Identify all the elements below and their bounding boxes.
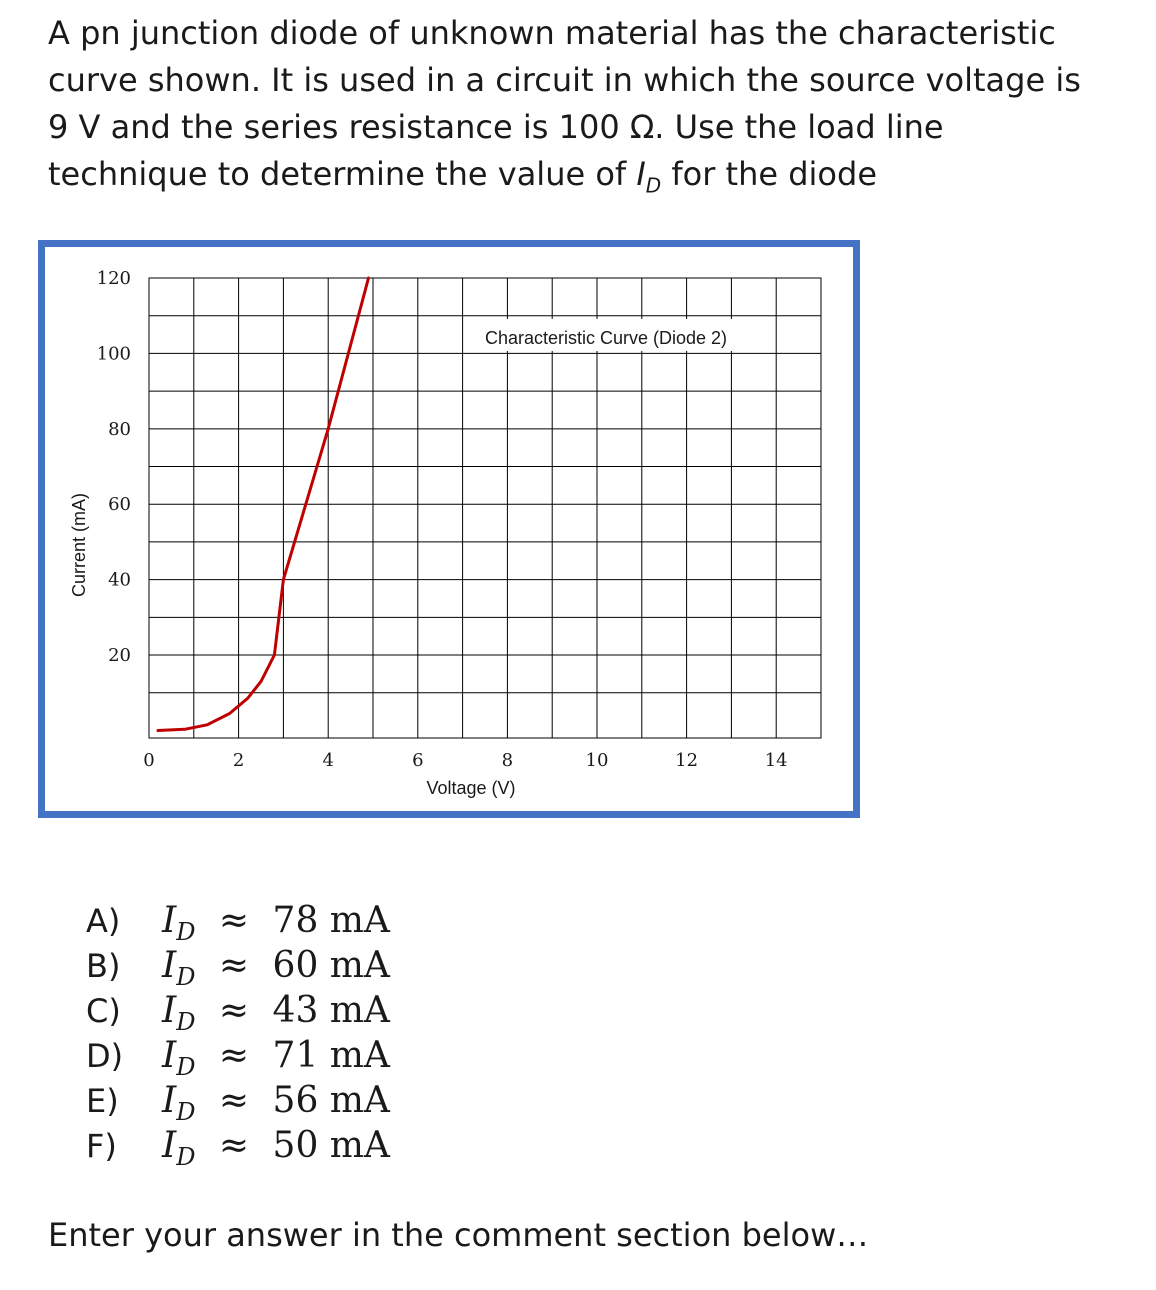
y-tick-label: 40: [108, 569, 131, 591]
option-variable: $I_D$: [162, 900, 196, 947]
option-expression: [162, 1080, 390, 1126]
option-variable: $I_D$: [162, 945, 196, 992]
option-letter: F): [86, 1127, 117, 1165]
x-tick-label: 14: [764, 750, 788, 771]
option-value: 78 mA: [272, 900, 390, 941]
y-tick-label: 60: [108, 494, 131, 516]
y-tick-label: 120: [96, 268, 131, 289]
approx-symbol: ≈: [207, 990, 261, 1031]
option-letter: A): [86, 902, 121, 940]
approx-symbol: ≈: [207, 1080, 261, 1121]
option-variable: $I_D$: [162, 1035, 196, 1082]
x-axis-label: Voltage (V): [426, 778, 516, 798]
approx-symbol: ≈: [207, 1035, 261, 1076]
chart-frame: [38, 240, 860, 818]
chart-labels: [69, 264, 790, 798]
x-tick-label: 12: [675, 750, 699, 771]
approx-symbol: ≈: [207, 900, 261, 941]
x-tick-label: 6: [412, 750, 424, 771]
option-expression: [162, 1125, 390, 1171]
option-expression: [162, 990, 390, 1036]
question-tail: for the diode: [661, 155, 877, 193]
option-value: 60 mA: [272, 945, 390, 986]
characteristic-chart: [45, 247, 853, 811]
option-value: 56 mA: [272, 1080, 390, 1121]
option-expression: [162, 945, 390, 991]
y-tick-label: 20: [108, 645, 131, 667]
question-body: A pn junction diode of unknown material has the characteristic curve shown. It is used in a circuit in which the source voltage is 9 V and the series resistance is 100 Ω. Use the load line technique to determine the value of: [48, 14, 1081, 193]
option-variable: $I_D$: [162, 1080, 196, 1127]
current-variable: $I_D$: [636, 155, 662, 198]
y-tick-label: 80: [108, 418, 131, 440]
option-expression: [162, 1035, 390, 1081]
option-variable: $I_D$: [162, 1125, 196, 1172]
option-value: 43 mA: [272, 990, 390, 1031]
x-tick-label: 0: [143, 750, 155, 771]
approx-symbol: ≈: [207, 945, 261, 986]
approx-symbol: ≈: [207, 1125, 261, 1166]
x-tick-label: 4: [322, 750, 334, 771]
y-tick-label: 100: [96, 343, 131, 365]
option-letter: C): [86, 992, 121, 1030]
option-value: 71 mA: [272, 1035, 390, 1076]
option-variable: $I_D$: [162, 990, 196, 1037]
option-letter: E): [86, 1082, 119, 1120]
option-expression: [162, 900, 390, 946]
chart-title: Characteristic Curve (Diode 2): [484, 328, 728, 348]
x-tick-label: 8: [501, 750, 514, 771]
option-letter: B): [86, 947, 121, 985]
footer-instruction: Enter your answer in the comment section below…: [48, 1216, 869, 1254]
x-tick-label: 2: [232, 750, 245, 771]
question-text: [48, 10, 1108, 209]
option-value: 50 mA: [272, 1125, 390, 1166]
x-tick-label: 10: [585, 750, 609, 771]
option-letter: D): [86, 1037, 124, 1075]
y-axis-label: Current (mA): [69, 492, 89, 598]
